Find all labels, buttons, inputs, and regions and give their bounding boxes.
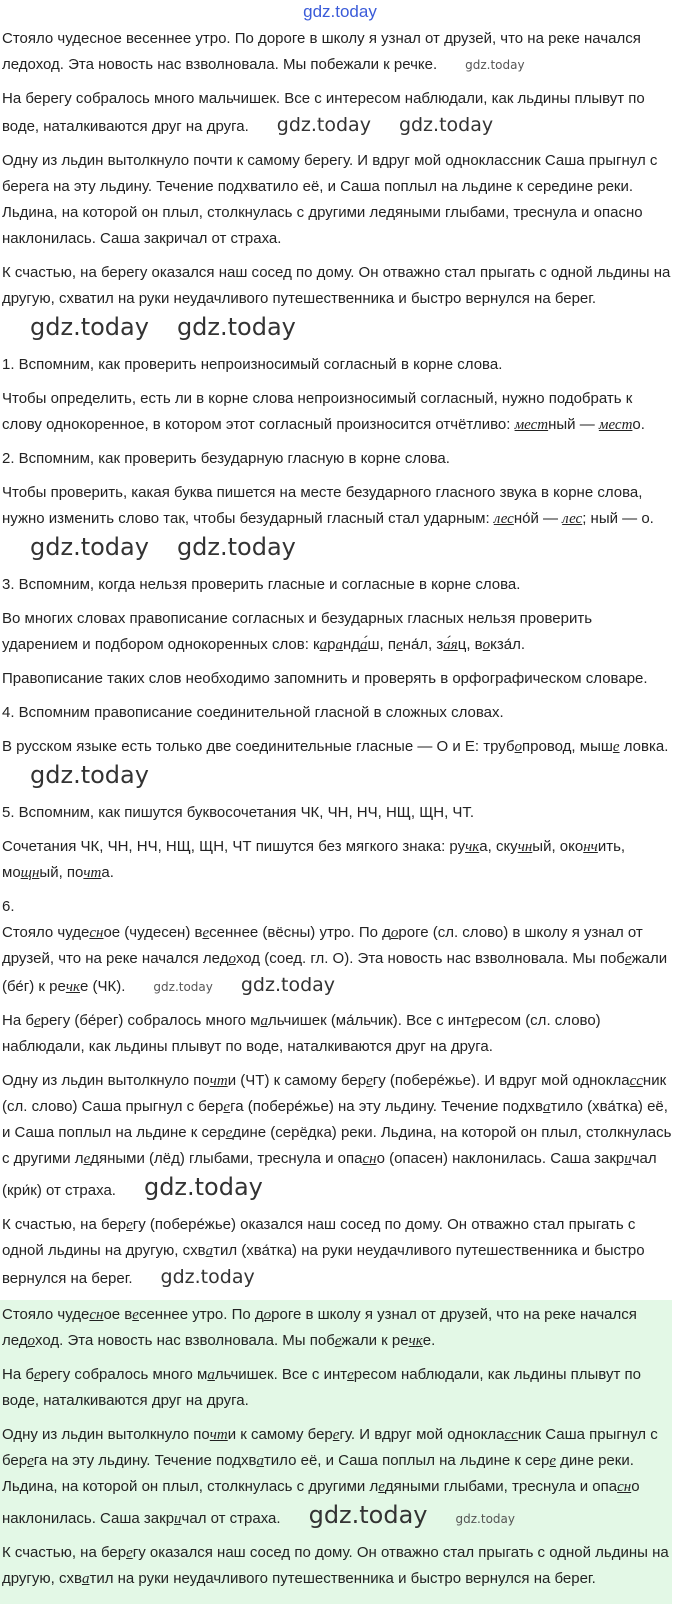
highlighted-spelling: е: [132, 1307, 139, 1323]
text-segment: кза́л.: [490, 636, 526, 653]
watermark: gdz.today: [30, 533, 149, 561]
paragraph: [2, 1540, 672, 1592]
highlighted-spelling: е: [33, 1367, 41, 1383]
text-segment: ц, в: [457, 636, 483, 653]
highlighted-spelling: е: [378, 1479, 385, 1495]
watermark: gdz.today: [465, 58, 525, 72]
highlighted-spelling: о: [27, 1333, 36, 1349]
highlighted-spelling: о: [263, 1307, 272, 1323]
highlighted-spelling: е: [366, 1073, 373, 1089]
text-segment: регу собралось много м: [40, 1366, 208, 1383]
paragraph: [2, 734, 672, 792]
highlighted-spelling: чк: [465, 839, 480, 855]
text-segment: нд: [342, 636, 360, 653]
text-segment: гу. И вдруг мой однокла: [339, 1426, 505, 1443]
text-segment: Во многих словах правописание согласных и безударных гласных нельзя проверить ударением и подбором однокоренных слов: к: [2, 610, 593, 653]
text-segment: льчишек (ма́льчик). Все с инт: [267, 1012, 472, 1029]
watermark: gdz.today: [240, 974, 336, 996]
text-segment: ный —: [548, 416, 599, 433]
highlighted-spelling: щн: [20, 865, 40, 881]
highlighted-spelling: чк: [65, 979, 80, 995]
text-segment: на́л, з: [402, 636, 444, 653]
text-segment: Правописание таких слов необходимо запомнить и проверять в орфографическом словаре.: [2, 670, 648, 687]
text-segment: Чтобы определить, есть ли в корне слова непроизносимый согласный, нужно подобрать к слову однокоренное, в котором этот согласный произносится отчётливо:: [2, 390, 633, 433]
text-segment: ое в: [103, 1306, 133, 1323]
text-segment: Сочетания ЧК, ЧН, НЧ, НЩ, ЩН, ЧТ пишутся без мягкого знака: ру: [2, 838, 466, 855]
text-segment: тило её, и Саша поплыл на льдине к сер: [263, 1452, 550, 1469]
text-segment: ш, п: [367, 636, 396, 653]
paragraph: [2, 834, 672, 886]
text-segment: На б: [2, 1012, 34, 1029]
text-segment: 3. Вспомним, когда нельзя проверить гласные и согласные в корне слова.: [2, 576, 521, 593]
highlighted-spelling: е: [624, 951, 632, 967]
highlighted-spelling: е: [126, 1217, 133, 1233]
text-segment: льчишек. Все с инт: [214, 1366, 348, 1383]
highlighted-spelling: чк: [408, 1333, 423, 1349]
text-segment: ; ный — о.: [582, 510, 654, 527]
highlighted-spelling: сс: [629, 1073, 643, 1089]
paragraph: [2, 606, 672, 658]
text-segment: га (побере́жье) на эту льдину. Течение подхв: [230, 1098, 543, 1115]
highlighted-spelling: о: [482, 637, 491, 653]
highlighted-spelling: е: [347, 1367, 354, 1383]
watermark: gdz.today: [176, 533, 296, 561]
text-segment: гу (побере́жье) оказался наш сосед по дому. Он отважно стал прыгать с одной льдины на другую, схв: [2, 1216, 636, 1259]
highlighted-spelling: а́: [359, 637, 368, 653]
highlighted-spelling: е: [225, 1125, 233, 1141]
highlighted-spelling: а: [207, 1367, 215, 1383]
text-segment: На б: [2, 1366, 34, 1383]
highlighted-spelling: е: [332, 1427, 340, 1443]
watermark: gdz.today: [153, 980, 213, 994]
highlighted-spelling: о: [228, 951, 236, 967]
text-segment: е.: [422, 1332, 436, 1349]
text-segment: ресом наблюдали, как льдины плывут по воде, наталкиваются друг на друга.: [2, 1366, 641, 1409]
watermark: gdz.today: [30, 761, 149, 789]
watermark: gdz.today: [308, 1501, 428, 1529]
text-segment: провод, мыш: [522, 738, 613, 755]
text-segment: ресом (сл. слово) наблюдали, как льдины плывут по воде, наталкиваются друг на друга.: [2, 1012, 601, 1055]
text-segment: Одну из льдин вытолкнуло почти к самому берегу. И вдруг мой одноклассник Саша прыгнул с берега на эту льдину. Течение подхватило её, и Саша поплыл на льдине к середине реки. Льдина, на которой он плыл, столкнулась с другими ледяными глыбами, треснула и опасно наклонилась. Саша закричал от страха.: [2, 152, 658, 247]
text-segment: га на эту льдину. Течение подхв: [33, 1452, 257, 1469]
text-segment: Чтобы проверить, какая буква пишется на месте безударного гласного звука в корне слова, нужно изменить слово так, чтобы безударный гласный стал ударным:: [2, 484, 643, 527]
paragraph: [2, 446, 672, 472]
text-segment: сеннее утро. По д: [138, 1306, 264, 1323]
highlighted-spelling: е: [612, 739, 620, 755]
paragraph: [2, 260, 672, 344]
highlighted-spelling: е: [33, 1013, 41, 1029]
text-segment: К счастью, на берегу оказался наш сосед по дому. Он отважно стал прыгать с одной льдины на другую, схватил на руки неудачливого путешественника и быстро вернулся на берег.: [2, 264, 671, 307]
highlighted-spelling: а: [205, 1243, 214, 1259]
highlighted-spelling: а: [542, 1099, 551, 1115]
watermark: gdz.today: [143, 1173, 263, 1201]
paragraph: [2, 1302, 672, 1354]
text-segment: роге (сл. слово) в школу я узнал от друзей, что на реке начался лед: [2, 924, 643, 967]
paragraph: [2, 1008, 672, 1060]
highlighted-spelling: сн: [89, 1307, 104, 1323]
highlighted-spelling: нч: [583, 839, 598, 855]
highlighted-spelling: е: [126, 1545, 133, 1561]
highlighted-spelling: а: [319, 637, 328, 653]
answer-block: [0, 1300, 672, 1604]
paragraph: [2, 1422, 672, 1532]
highlighted-spelling: сн: [89, 925, 104, 941]
text-segment: 1. Вспомним, как проверить непроизносимый согласный в корне слова.: [2, 356, 503, 373]
highlighted-spelling: чт: [209, 1073, 228, 1089]
highlighted-spelling: о: [390, 925, 399, 941]
text-segment: ход. Эта новость нас взволновала. Мы поб: [35, 1332, 335, 1349]
highlighted-spelling: о: [514, 739, 523, 755]
text-segment: и (ЧТ) к самому бер: [227, 1072, 367, 1089]
text-segment: чал (кри́к) от страха.: [2, 1150, 657, 1199]
text-segment: ить, мо: [2, 838, 626, 881]
text-segment: регу (бе́рег) собралось много м: [40, 1012, 261, 1029]
paragraph: [2, 480, 672, 564]
paragraph: [2, 700, 672, 726]
highlighted-spelling: лес: [493, 511, 514, 527]
highlighted-spelling: и: [624, 1151, 632, 1167]
watermark: gdz.today: [160, 1266, 255, 1288]
highlighted-spelling: е: [334, 1333, 342, 1349]
text-segment: ник (сл. слово) Саша прыгнул с бер: [2, 1072, 667, 1115]
text-segment: но́й —: [513, 510, 563, 527]
text-segment: жали (бе́г) к ре: [2, 950, 668, 995]
text-segment: Одну из льдин вытолкнуло по: [2, 1426, 210, 1443]
site-watermark-header[interactable]: gdz.today: [303, 2, 377, 21]
text-segment: Стояло чудесное весеннее утро. По дороге в школу я узнал от друзей, что на реке начался ледоход. Эта новость нас взволновала. Мы побежали к речке.: [2, 30, 641, 73]
text-segment: роге в школу я узнал от друзей, что на реке начался лед: [2, 1306, 637, 1349]
text-segment: жали к ре: [341, 1332, 409, 1349]
text-segment: Стояло чуде: [2, 924, 90, 941]
paragraph: [2, 920, 672, 1000]
highlighted-spelling: е: [549, 1453, 556, 1469]
highlighted-spelling: сн: [362, 1151, 377, 1167]
highlighted-spelling: е: [223, 1099, 231, 1115]
highlighted-spelling: чт: [209, 1427, 228, 1443]
highlighted-spelling: а: [81, 1571, 90, 1587]
highlighted-spelling: е: [27, 1453, 34, 1469]
paragraph: [2, 86, 672, 140]
paragraph: [2, 26, 672, 78]
highlighted-spelling: а: [335, 637, 343, 653]
text-segment: тило (хва́тка) её, и Саша поплыл на льдине к сер: [2, 1098, 668, 1141]
text-segment: чал от страха.: [181, 1510, 281, 1527]
watermark: gdz.today: [455, 1512, 515, 1526]
highlighted-spelling: мест: [514, 417, 549, 433]
text-segment: о (опасен) наклонилась. Саша закр: [376, 1150, 625, 1167]
text-segment: К счастью, на бер: [2, 1544, 127, 1561]
text-segment: дяными (лёд) глыбами, треснула и опа: [90, 1150, 363, 1167]
highlighted-spelling: е: [83, 1151, 91, 1167]
paragraph: [2, 1068, 672, 1204]
document-body: [2, 0, 672, 1604]
text-segment: 5. Вспомним, как пишутся буквосочетания ЧК, ЧН, НЧ, НЩ, ЩН, ЧТ.: [2, 804, 475, 821]
highlighted-spelling: чн: [517, 839, 533, 855]
text-segment: тил на руки неудачливого путешественника и быстро вернулся на берег.: [89, 1570, 596, 1587]
text-segment: 2. Вспомним, как проверить безударную гласную в корне слова.: [2, 450, 450, 467]
highlighted-spelling: и: [174, 1511, 182, 1527]
text-segment: е (ЧК).: [80, 978, 126, 995]
text-segment: ловка.: [619, 738, 669, 755]
highlighted-spelling: а: [256, 1453, 264, 1469]
text-segment: В русском языке есть только две соединительные гласные — О и Е: труб: [2, 738, 515, 755]
text-segment: 4. Вспомним правописание соединительной гласной в сложных словах.: [2, 704, 504, 721]
text-segment: Одну из льдин вытолкнуло по: [2, 1072, 210, 1089]
watermark: gdz.today: [276, 114, 371, 136]
paragraph: [2, 800, 672, 826]
text-segment: Стояло чуде: [2, 1306, 90, 1323]
text-segment: дине реки. Льдина, на которой он плыл, столкнулась с другими л: [2, 1452, 634, 1495]
paragraph: [2, 352, 672, 378]
paragraph: [2, 894, 672, 920]
watermark: gdz.today: [30, 313, 149, 341]
paragraph: [2, 386, 672, 438]
highlighted-spelling: а: [260, 1013, 268, 1029]
text-segment: сеннее (вёсны) утро. По д: [209, 924, 391, 941]
text-segment: тил (хва́тка) на руки неудачливого путешественника и быстро вернулся на берег.: [2, 1242, 645, 1287]
text-segment: ник Саша прыгнул с бер: [2, 1426, 658, 1469]
highlighted-spelling: сс: [504, 1427, 518, 1443]
paragraph: [2, 1212, 672, 1292]
text-segment: На берегу собралось много мальчишек. Все с интересом наблюдали, как льдины плывут по воде, наталкиваются друг на друга.: [2, 90, 645, 135]
text-segment: К счастью, на бер: [2, 1216, 127, 1233]
highlighted-spelling: е: [395, 637, 403, 653]
paragraph: [2, 1362, 672, 1414]
text-segment: гу (побере́жье). И вдруг мой однокла: [372, 1072, 630, 1089]
text-segment: гу оказался наш сосед по дому. Он отважно стал прыгать с одной льдины на другую, схв: [2, 1544, 669, 1587]
highlighted-spelling: сн: [617, 1479, 632, 1495]
text-segment: дяными глыбами, треснула и опа: [384, 1478, 618, 1495]
watermark: gdz.today: [176, 313, 296, 341]
paragraph: [2, 572, 672, 598]
text-segment: и к самому бер: [227, 1426, 333, 1443]
text-segment: р: [327, 636, 336, 653]
text-segment: о.: [632, 416, 645, 433]
highlighted-spelling: чт: [83, 865, 102, 881]
text-segment: ый, по: [39, 864, 84, 881]
highlighted-spelling: е: [471, 1013, 479, 1029]
text-segment: а.: [101, 864, 114, 881]
watermark: gdz.today: [398, 114, 494, 136]
text-segment: ый, око: [532, 838, 584, 855]
highlighted-spelling: а́я: [443, 637, 458, 653]
text-segment: а, ску: [479, 838, 518, 855]
text-segment: ое (чудесен) в: [103, 924, 203, 941]
paragraph: [2, 148, 672, 252]
highlighted-spelling: е: [202, 925, 210, 941]
highlighted-spelling: мест: [598, 417, 633, 433]
text-segment: о наклонилась. Саша закр: [2, 1478, 640, 1527]
text-segment: ход (соед. гл. О). Эта новость нас взволновала. Мы поб: [235, 950, 625, 967]
highlighted-spelling: лес: [562, 511, 583, 527]
text-segment: дине (серёдка) реки. Льдина, на которой он плыл, столкнулась с другими л: [2, 1124, 672, 1167]
paragraph: [2, 666, 672, 692]
text-segment: 6.: [2, 898, 15, 915]
